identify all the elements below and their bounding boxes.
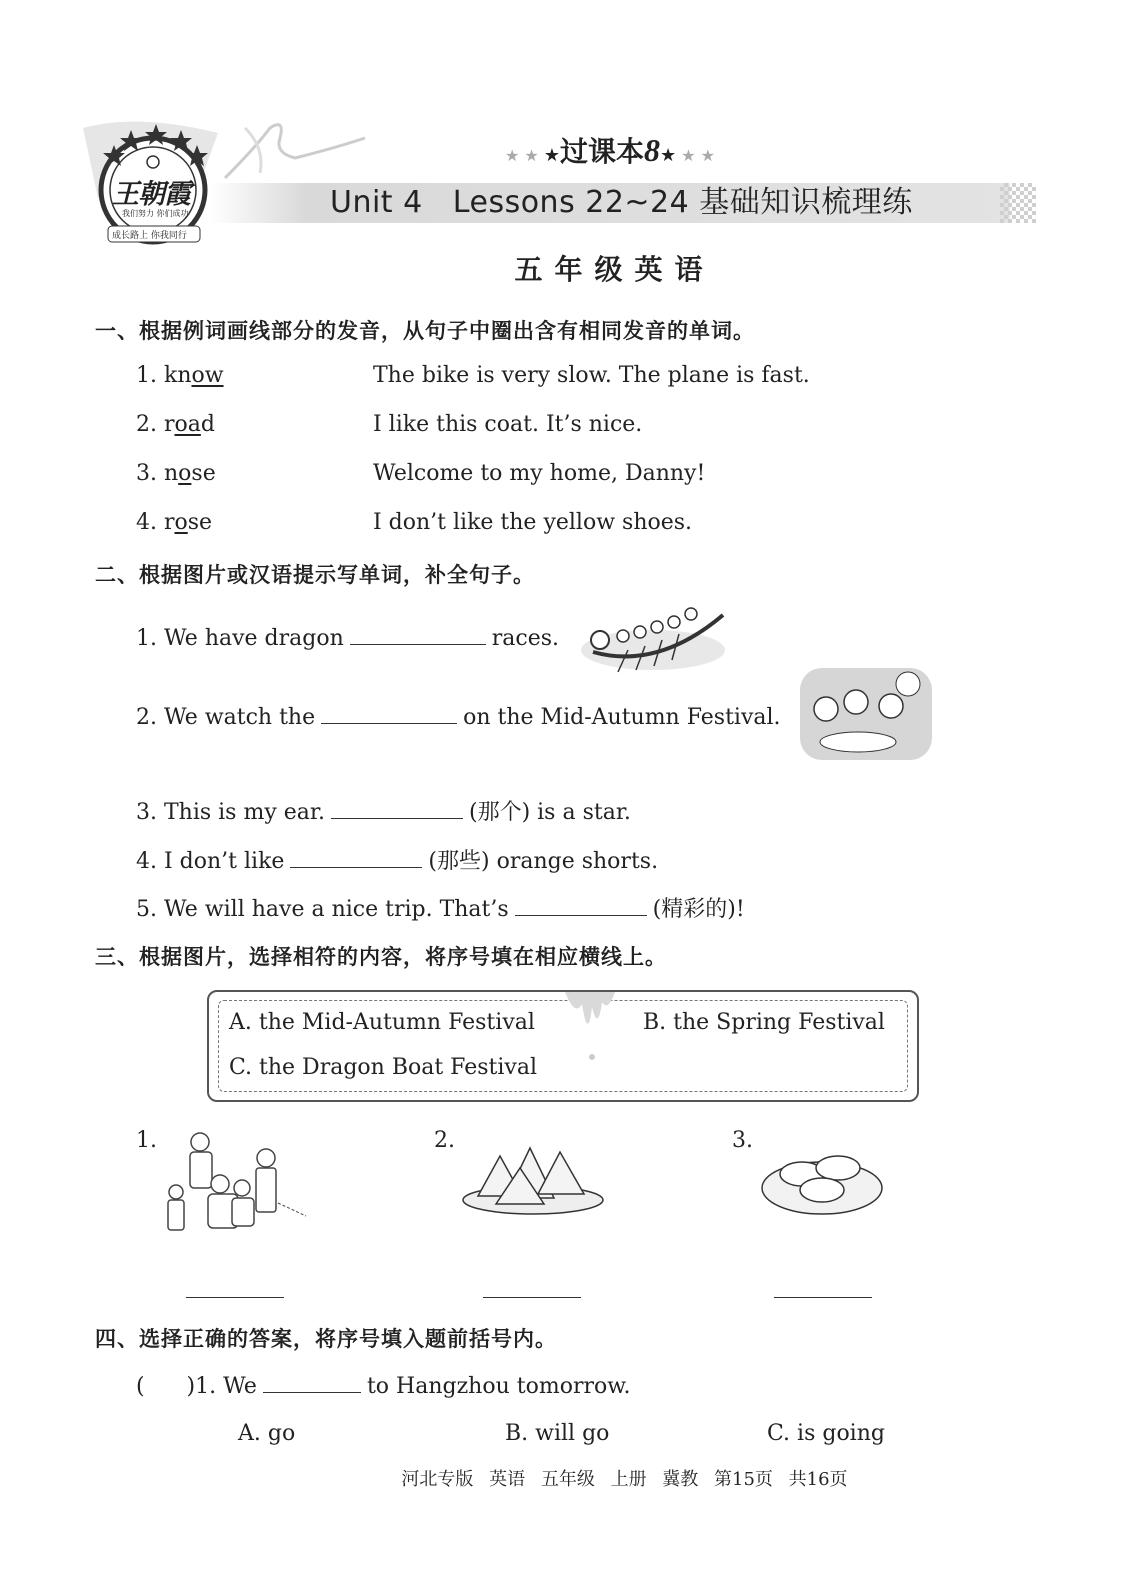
banner-checker [1000, 183, 1036, 223]
answer-line-1[interactable] [186, 1296, 284, 1298]
family-reunion-image-icon [158, 1128, 308, 1243]
s2-question-1: 1. We have dragon races. [136, 626, 560, 651]
mooncake-image-icon [758, 1138, 886, 1223]
s1-item-3-word: 3. nose [136, 461, 216, 486]
answer-blank[interactable] [350, 624, 486, 645]
answer-line-2[interactable] [483, 1296, 581, 1298]
s1-item-1-word: 1. know [136, 363, 224, 388]
header-top-text: 过课本 [560, 135, 645, 168]
logo [78, 118, 223, 258]
header-top-label: ★ ★ ★过课本8★ ★ ★ [505, 132, 716, 168]
answer-line-3[interactable] [774, 1296, 872, 1298]
answer-paren[interactable]: ( ) [136, 1374, 196, 1399]
option-b: B. the Spring Festival [643, 1010, 885, 1035]
zongzi-image-icon [458, 1138, 608, 1223]
header-number: 8 [644, 132, 661, 168]
s1-item-4-sentence: I don’t like the yellow shoes. [373, 510, 693, 535]
answer-blank[interactable] [263, 1372, 361, 1393]
section-1-heading: 一、根据例词画线部分的发音，从句子中圈出含有相同发音的单词。 [95, 319, 755, 343]
section-4-heading: 四、选择正确的答案，将序号填入题前括号内。 [95, 1327, 557, 1351]
section-3-heading: 三、根据图片，选择相符的内容，将序号填在相应横线上。 [95, 945, 667, 969]
option-c: C. the Dragon Boat Festival [229, 1055, 538, 1080]
s4-choice-a: A. go [238, 1421, 296, 1446]
s1-item-2-sentence: I like this coat. It’s nice. [373, 412, 643, 437]
moon-festival-image-icon [796, 664, 936, 764]
s4-question-1: ( )1. We to Hangzhou tomorrow. [136, 1374, 631, 1399]
logo-slogan-2: 成长路上 你我同行 [112, 231, 187, 241]
answer-blank[interactable] [515, 895, 647, 916]
dragon-boat-image-icon [578, 590, 733, 680]
ribbon-decoration-icon [215, 118, 375, 188]
logo-text: 王朝霞 [112, 179, 190, 210]
page-footer: 河北专版 英语 五年级 上册 冀教 第15页 共16页 [401, 1469, 848, 1490]
s1-item-2-word: 2. road [136, 412, 215, 437]
s2-question-5: 5. We will have a nice trip. That’s (精彩的)! [136, 897, 745, 922]
s1-item-3-sentence: Welcome to my home, Danny! [373, 461, 706, 486]
page-title: Unit 4 Lessons 22~24 基础知识梳理练 [330, 185, 913, 220]
drip-decoration-icon [560, 992, 620, 1062]
s2-question-2: 2. We watch the on the Mid-Autumn Festival. [136, 705, 781, 730]
picture-label-1: 1. [136, 1128, 157, 1153]
page-subtitle: 五年级英语 [514, 253, 715, 286]
s1-item-1-sentence: The bike is very slow. The plane is fast. [373, 363, 810, 388]
section-2-heading: 二、根据图片或汉语提示写单词，补全句子。 [95, 563, 535, 587]
answer-blank[interactable] [290, 847, 422, 868]
s4-choice-c: C. is going [767, 1421, 885, 1446]
picture-label-2: 2. [434, 1128, 455, 1153]
answer-blank[interactable] [331, 798, 463, 819]
answer-blank[interactable] [321, 703, 457, 724]
s2-question-4: 4. I don’t like (那些) orange shorts. [136, 849, 659, 874]
logo-slogan-1: 我们努力 你们成功 [122, 209, 189, 218]
s2-question-3: 3. This is my ear. (那个) is a star. [136, 800, 631, 825]
s1-item-4-word: 4. rose [136, 510, 213, 535]
s4-choice-b: B. will go [505, 1421, 610, 1446]
picture-label-3: 3. [732, 1128, 753, 1153]
option-a: A. the Mid-Autumn Festival [229, 1010, 535, 1035]
